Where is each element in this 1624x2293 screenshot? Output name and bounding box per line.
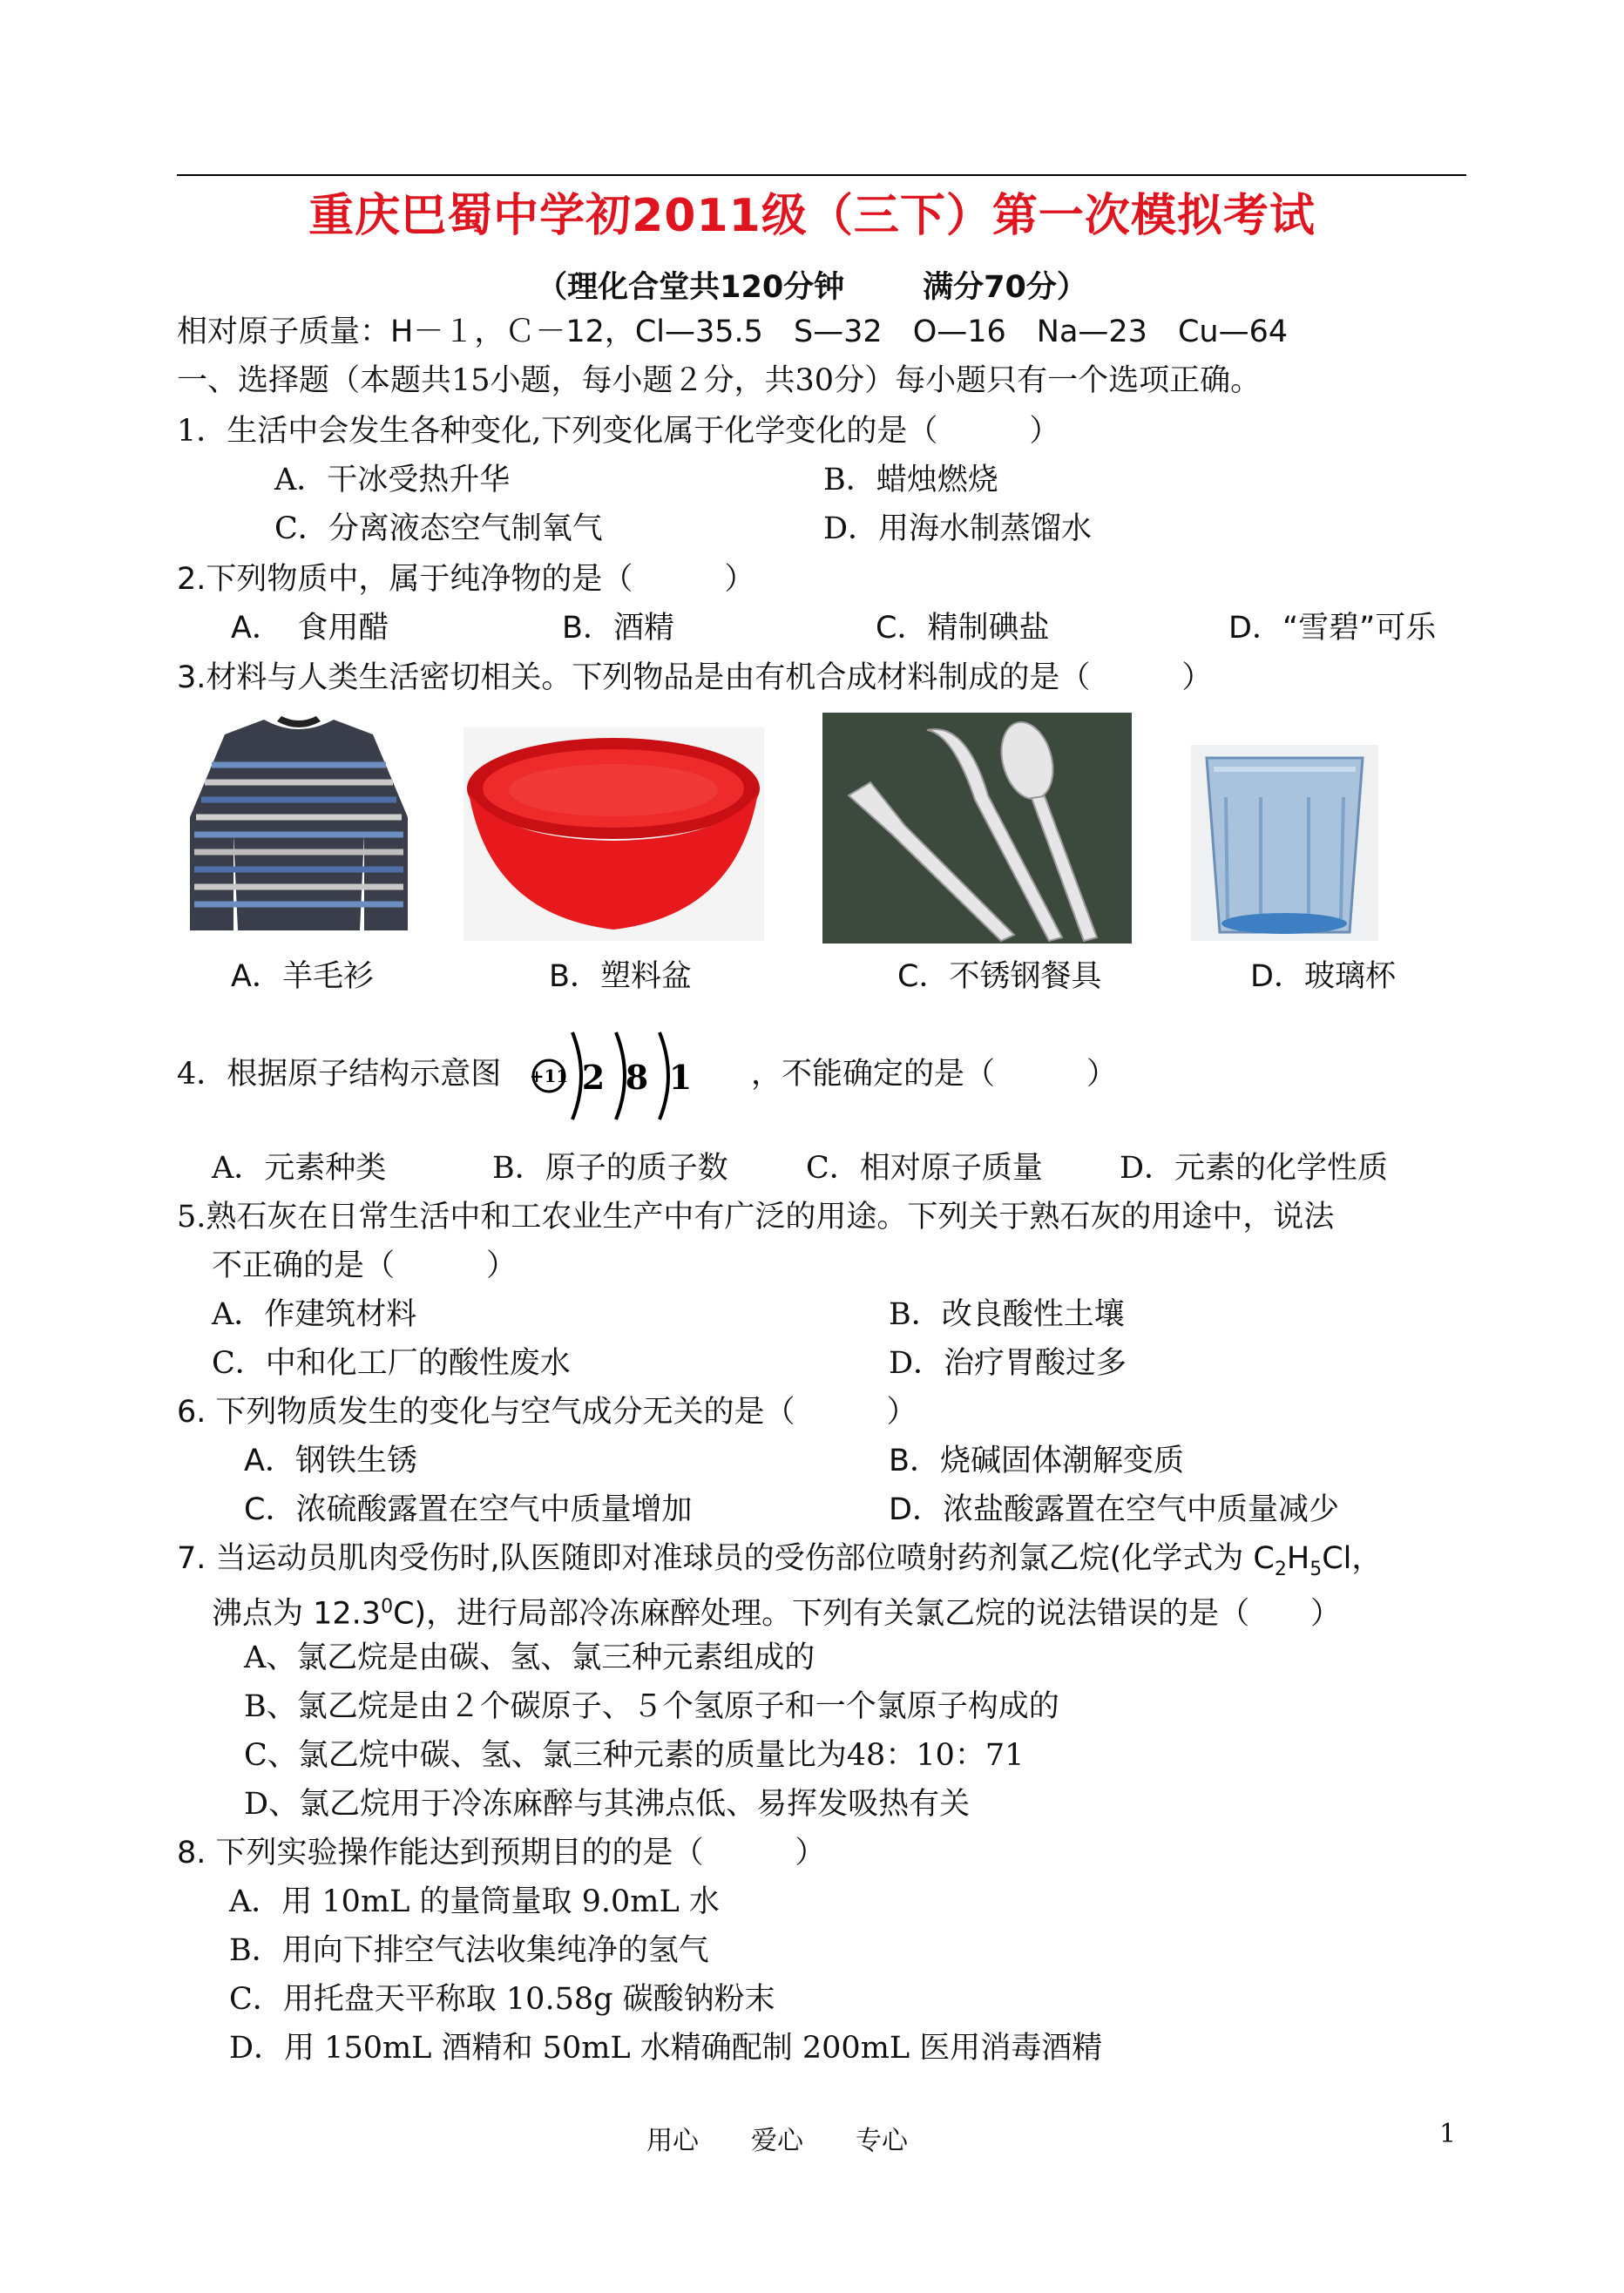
q4-option-c: C．相对原子质量 [806, 1151, 1043, 1186]
page-title: 重庆巴蜀中学初2011级（三下）第一次模拟考试 [308, 190, 1316, 242]
q5-stem-line2: 不正确的是（ ） [212, 1248, 518, 1283]
footer-motto: 用心 爱心 专心 [646, 2126, 908, 2156]
q1-option-b: B．蜡烛燃烧 [823, 463, 998, 497]
q7-sub-h: 5 [1309, 1559, 1323, 1580]
q5-option-a: A．作建筑材料 [212, 1297, 417, 1332]
q7-h: H [1286, 1541, 1310, 1576]
q6-option-c: C．浓硫酸露置在空气中质量增加 [244, 1492, 693, 1527]
q7-cl: Cl， [1322, 1541, 1383, 1576]
q3-stem: 3.材料与人类生活密切相关。下列物品是由有机合成材料制成的是（ ） [177, 660, 1213, 695]
q1-option-a: A．干冰受热升华 [274, 463, 511, 497]
q3-option-a: A．羊毛衫 [231, 959, 374, 994]
shell-2-electrons: 8 [625, 1058, 649, 1097]
exam-score: 满分70分） [923, 270, 1087, 305]
q3-option-b: B．塑料盆 [549, 959, 693, 994]
shell-3-electrons: 1 [668, 1058, 693, 1097]
q7-option-c: C、氯乙烷中碳、氢、氯三种元素的质量比为48：10：71 [244, 1738, 1025, 1773]
page-number: 1 [1439, 2119, 1457, 2149]
q8-stem: 8. 下列实验操作能达到预期目的的是（ ） [177, 1836, 826, 1870]
header-rule [177, 174, 1466, 176]
q4-stem-before: 4．根据原子结构示意图 [177, 1057, 502, 1092]
q6-stem: 6. 下列物质发生的变化与空气成分无关的是（ ） [177, 1395, 917, 1430]
q3-option-c: C．不锈钢餐具 [897, 959, 1102, 994]
q5-option-d: D．治疗胃酸过多 [889, 1346, 1127, 1381]
q5-stem-line1: 5.熟石灰在日常生活中和工农业生产中有广泛的用途。下列关于熟石灰的用途中，说法 [177, 1200, 1335, 1234]
q1-option-d: D．用海水制蒸馏水 [823, 511, 1093, 546]
q1-stem: 1．生活中会发生各种变化,下列变化属于化学变化的是（ ） [177, 414, 1060, 449]
q5-option-b: B．改良酸性土壤 [889, 1297, 1125, 1332]
q2-option-d: D．“雪碧”可乐 [1228, 611, 1437, 646]
q6-option-a: A．钢铁生锈 [244, 1444, 417, 1478]
q2-stem: 2.下列物质中，属于纯净物的是（ ） [177, 562, 755, 597]
q2-option-a: A． 食用醋 [231, 611, 389, 646]
q7-option-a: A、氯乙烷是由碳、氢、氯三种元素组成的 [244, 1640, 815, 1675]
q2-option-b: B．酒精 [562, 611, 675, 646]
exam-subtitle [0, 263, 1624, 307]
q1-option-c: C．分离液态空气制氧气 [274, 511, 603, 546]
q7-boiling-point: 沸点为 12.3 [212, 1596, 382, 1632]
q7-degree: 0 [381, 1596, 394, 1618]
q2-option-c: C．精制碘盐 [876, 611, 1050, 646]
q7-stem-text-2: C)，进行局部冷冻麻醉处理。下列有关氯乙烷的说法错误的是（ ） [393, 1596, 1342, 1632]
atomic-structure-diagram [518, 1015, 723, 1137]
q6-option-b: B．烧碱固体潮解变质 [889, 1444, 1185, 1478]
glass-cup-image [1191, 745, 1378, 941]
shell-1-electrons: 2 [581, 1058, 606, 1097]
q7-stem-line1 [177, 1539, 1382, 1590]
q8-option-c: C．用托盘天平称取 10.58g 碳酸钠粉末 [229, 1982, 775, 2017]
q7-option-b: B、氯乙烷是由２个碳原子、５个氢原子和一个氯原子构成的 [244, 1689, 1059, 1724]
q8-option-d: D．用 150mL 酒精和 50mL 水精确配制 200mL 医用消毒酒精 [229, 2031, 1103, 2066]
q8-option-a: A．用 10mL 的量筒量取 9.0mL 水 [229, 1884, 720, 1919]
q7-stem-line2 [212, 1587, 1341, 1634]
q7-option-d: D、氯乙烷用于冷冻麻醉与其沸点低、易挥发吸热有关 [244, 1787, 971, 1822]
exam-time: （理化合堂共120分钟 [537, 270, 845, 305]
q3-option-d: D．玻璃杯 [1250, 959, 1396, 994]
q4-option-a: A．元素种类 [212, 1151, 387, 1186]
q4-option-d: D．元素的化学性质 [1120, 1151, 1389, 1186]
q4-stem-after: ，不能确定的是（ ） [751, 1057, 1118, 1092]
q4-option-b: B．原子的质子数 [492, 1151, 728, 1186]
q7-stem-text: 7. 当运动员肌肉受伤时,队医随即对准球员的受伤部位喷射药剂氯乙烷(化学式为 C [177, 1541, 1275, 1576]
q5-option-c: C．中和化工厂的酸性废水 [212, 1346, 571, 1381]
plastic-basin-image [464, 727, 764, 941]
q7-sub-c: 2 [1274, 1559, 1287, 1580]
q8-option-b: B．用向下排空气法收集纯净的氢气 [229, 1933, 709, 1968]
q6-option-d: D．浓盐酸露置在空气中质量减少 [889, 1492, 1339, 1527]
nucleus-label: +11 [529, 1065, 569, 1086]
section-heading: 一、选择题（本题共15小题，每小题２分，共30分）每小题只有一个选项正确。 [177, 363, 1262, 398]
cutlery-image [822, 713, 1132, 944]
sweater-image [186, 713, 412, 939]
atomic-mass-line: 相对原子质量：H－１，Ｃ－12，Cl—35.5 S—32 O—16 Na—23 Cu—64 [177, 315, 1289, 349]
